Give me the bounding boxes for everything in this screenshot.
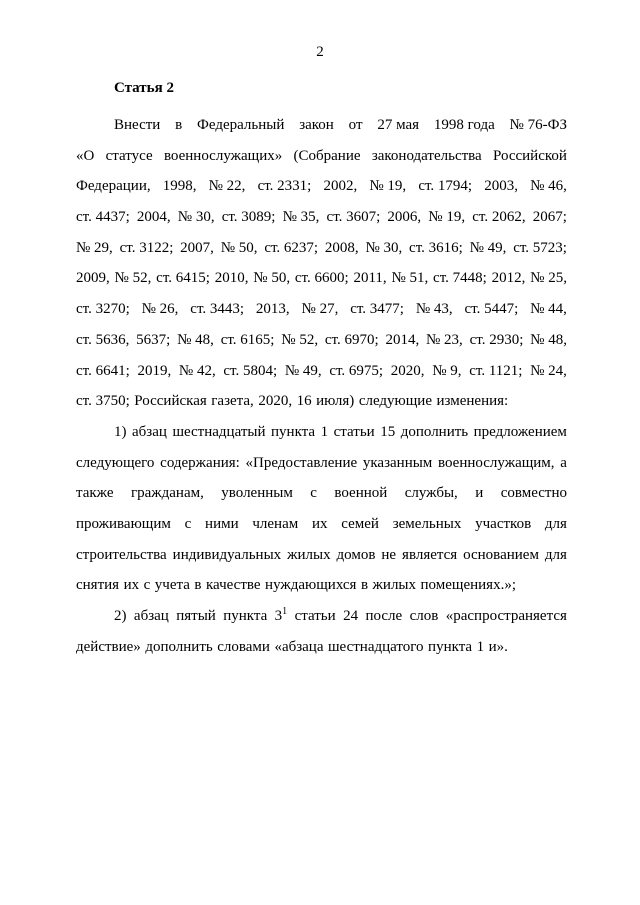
word: совместно — [500, 485, 567, 502]
word: ст. 4437; — [76, 209, 130, 226]
word: качестве — [205, 577, 261, 594]
word: 15 — [380, 423, 396, 440]
word: закон — [299, 117, 334, 133]
word: ст. 6165; — [220, 331, 275, 348]
word: 1 — [320, 423, 329, 440]
word: «Предоставление — [245, 454, 358, 471]
word: гражданам, — [130, 485, 204, 502]
word: № 30, — [177, 209, 215, 226]
word: законодательства — [371, 147, 482, 164]
word: 1) — [114, 423, 127, 440]
word: ст. 6641; — [76, 362, 130, 379]
word: 2013, — [255, 301, 290, 318]
text-line — [76, 110, 567, 141]
intro-paragraph — [76, 110, 567, 417]
word: ст. 3477; — [350, 301, 404, 318]
word: 2) — [114, 608, 127, 624]
word: с — [143, 577, 151, 594]
page-number: 2 — [316, 44, 324, 60]
word: 2003, — [484, 178, 518, 195]
word: с — [184, 515, 192, 532]
text-line — [76, 540, 567, 571]
word: Российской — [493, 147, 567, 164]
word: Федерации, — [76, 178, 151, 195]
word: индивидуальных — [172, 546, 282, 563]
word: ст. 1121; — [469, 362, 523, 379]
word: «распространяется — [445, 608, 567, 624]
text-line — [76, 417, 567, 448]
word: ст. 6237; — [264, 239, 319, 256]
word: статьи — [333, 423, 375, 440]
word: пункта — [223, 608, 268, 624]
word: ст. 5636, — [76, 331, 130, 348]
word: газета, — [211, 393, 254, 410]
text-line — [76, 202, 567, 233]
text-line — [76, 478, 567, 509]
word: военнослужащим, — [438, 454, 555, 471]
word: № 26, — [141, 301, 179, 318]
item-1-paragraph — [76, 417, 567, 601]
word: и». — [488, 638, 508, 655]
text-line — [76, 325, 567, 356]
word: в — [194, 577, 202, 594]
word: земельных — [392, 515, 462, 532]
superscript: 1 — [282, 606, 288, 617]
word: 27 мая — [377, 117, 420, 133]
word: ст. 2930; — [469, 331, 524, 348]
word: № 52, — [114, 270, 152, 287]
text-line — [76, 356, 567, 387]
word: слов — [409, 608, 439, 624]
word: Федеральный — [197, 117, 285, 133]
word: с — [310, 485, 317, 502]
word: ст. 5804; — [223, 362, 278, 379]
word: предложением — [473, 423, 567, 440]
text-line — [76, 448, 567, 479]
word: уволенным — [221, 485, 293, 502]
item-2-paragraph — [76, 601, 567, 662]
word: (Собрание — [293, 147, 361, 164]
word: 2009, — [76, 270, 110, 287]
word: 2007, — [180, 239, 214, 256]
word: строительства — [76, 546, 167, 563]
word: 16 — [296, 393, 312, 410]
word: № 50, — [253, 270, 291, 287]
word: для — [544, 515, 567, 532]
word: ст. 3750; — [76, 393, 130, 410]
word: ст. 3270; — [76, 301, 130, 318]
word: основанием — [463, 546, 539, 563]
word: ст. 3616; — [409, 239, 463, 256]
word: № 25, — [530, 270, 567, 287]
word: 5637; — [136, 331, 171, 348]
word: военной — [334, 485, 388, 502]
word: словами — [217, 638, 270, 655]
word: дополнить — [145, 638, 213, 655]
text-line — [76, 509, 567, 540]
text-line — [76, 233, 567, 264]
document-body — [76, 110, 567, 662]
word: № 30, — [365, 239, 403, 256]
word: их — [123, 577, 140, 594]
word: ст. 6600; — [294, 270, 349, 287]
word: ст. 3089; — [221, 209, 276, 226]
text-line — [76, 632, 567, 663]
word: членам — [252, 515, 299, 532]
word: № 48, — [177, 331, 214, 348]
word: № 48, — [530, 331, 567, 348]
word: не — [381, 546, 397, 563]
word: ст. 6970; — [324, 331, 379, 348]
word: и — [475, 485, 484, 502]
word: № 46, — [530, 178, 567, 195]
word: следующие — [358, 393, 432, 410]
word: указанным — [362, 454, 433, 471]
word: № 76-ФЗ — [509, 117, 567, 133]
word: статьи — [294, 608, 336, 624]
word: ст. 6975; — [329, 362, 384, 379]
word: ст. 7448; — [433, 270, 487, 287]
word: пятый — [176, 608, 216, 624]
word: № 9, — [432, 362, 462, 379]
word: дополнить — [400, 423, 469, 440]
word: 2008, — [324, 239, 359, 256]
word: снятия — [76, 577, 120, 594]
word: № 19, — [369, 178, 407, 195]
word: в — [360, 577, 369, 594]
word: № 44, — [530, 301, 567, 318]
word: «абзаца — [274, 638, 324, 655]
word: 2010, — [214, 270, 249, 287]
word: участков — [475, 515, 532, 532]
word: их — [312, 515, 328, 532]
word: нуждающихся — [265, 577, 357, 594]
word: № 23, — [426, 331, 463, 348]
word: пункта — [428, 638, 473, 655]
word: 1998, — [162, 178, 197, 195]
word: абзац — [133, 608, 169, 624]
text-line — [76, 386, 567, 417]
word: № 42, — [178, 362, 216, 379]
text-line — [76, 171, 567, 202]
word: 2004, — [136, 209, 171, 226]
word: пункта — [271, 423, 316, 440]
word: ст. 3443; — [190, 301, 245, 318]
word: также — [76, 485, 114, 502]
word: № 51, — [391, 270, 429, 287]
word: от — [348, 117, 363, 133]
word: № 19, — [428, 209, 466, 226]
word: после — [365, 608, 403, 624]
word: № 24, — [530, 362, 567, 379]
word: действие» — [76, 638, 141, 655]
word: ст. 1794; — [418, 178, 473, 195]
word: содержания: — [160, 454, 240, 471]
word-with-superscript — [275, 601, 288, 632]
word: шестнадцатый — [172, 423, 266, 440]
word: 2020, — [390, 362, 425, 379]
word: ними — [205, 515, 239, 532]
word: помещениях.»; — [420, 577, 516, 594]
word: семей — [341, 515, 379, 532]
word: в — [175, 117, 183, 133]
text-line — [76, 141, 567, 172]
word: 2019, — [137, 362, 172, 379]
text-line — [76, 601, 567, 632]
word: 2067; — [532, 209, 567, 226]
word: ст. 3122; — [119, 239, 174, 256]
word: службы, — [404, 485, 458, 502]
word: № 22, — [208, 178, 246, 195]
word: 1998 года — [433, 117, 495, 133]
word: абзац — [132, 423, 167, 440]
word: изменения: — [436, 393, 509, 410]
word: «О — [76, 147, 95, 164]
word: июля) — [316, 393, 355, 410]
word: для — [544, 546, 567, 563]
word: ст. 5447; — [464, 301, 519, 318]
word: ст. 2331; — [257, 178, 312, 195]
word: учета — [154, 577, 190, 594]
word: шестнадцатого — [328, 638, 424, 655]
word: является — [402, 546, 458, 563]
word: № 49, — [284, 362, 322, 379]
word: проживающим — [76, 515, 171, 532]
word: 1 — [476, 638, 485, 655]
word: ст. 2062, — [472, 209, 526, 226]
word: 24 — [343, 608, 359, 624]
word: домов — [336, 546, 376, 563]
word: № 43, — [415, 301, 453, 318]
word: № 52, — [281, 331, 319, 348]
word: Внести — [114, 117, 161, 133]
word: № 49, — [469, 239, 507, 256]
word: 2011, — [353, 270, 387, 287]
word: № 50, — [220, 239, 258, 256]
text-line — [76, 263, 567, 294]
word: следующего — [76, 454, 155, 471]
word: ст. 6415; — [156, 270, 210, 287]
word: военнослужащих» — [163, 147, 283, 164]
word: № 29, — [76, 239, 113, 256]
word: 2006, — [387, 209, 422, 226]
word: 2002, — [323, 178, 358, 195]
word: № 35, — [282, 209, 320, 226]
word: Российская — [134, 393, 207, 410]
word: 2014, — [385, 331, 420, 348]
text-line — [76, 570, 567, 601]
word: № 27, — [301, 301, 339, 318]
word: ст. 5723; — [513, 239, 567, 256]
superscript-base: 3 — [274, 608, 283, 624]
word: статусе — [105, 147, 153, 164]
article-title: Статья 2 — [114, 80, 174, 96]
text-line — [76, 294, 567, 325]
word: жилых — [287, 546, 331, 563]
word: ст. 3607; — [326, 209, 381, 226]
word: а — [560, 454, 567, 471]
word: 2012, — [491, 270, 526, 287]
word: жилых — [372, 577, 417, 594]
word: 2020, — [258, 393, 293, 410]
